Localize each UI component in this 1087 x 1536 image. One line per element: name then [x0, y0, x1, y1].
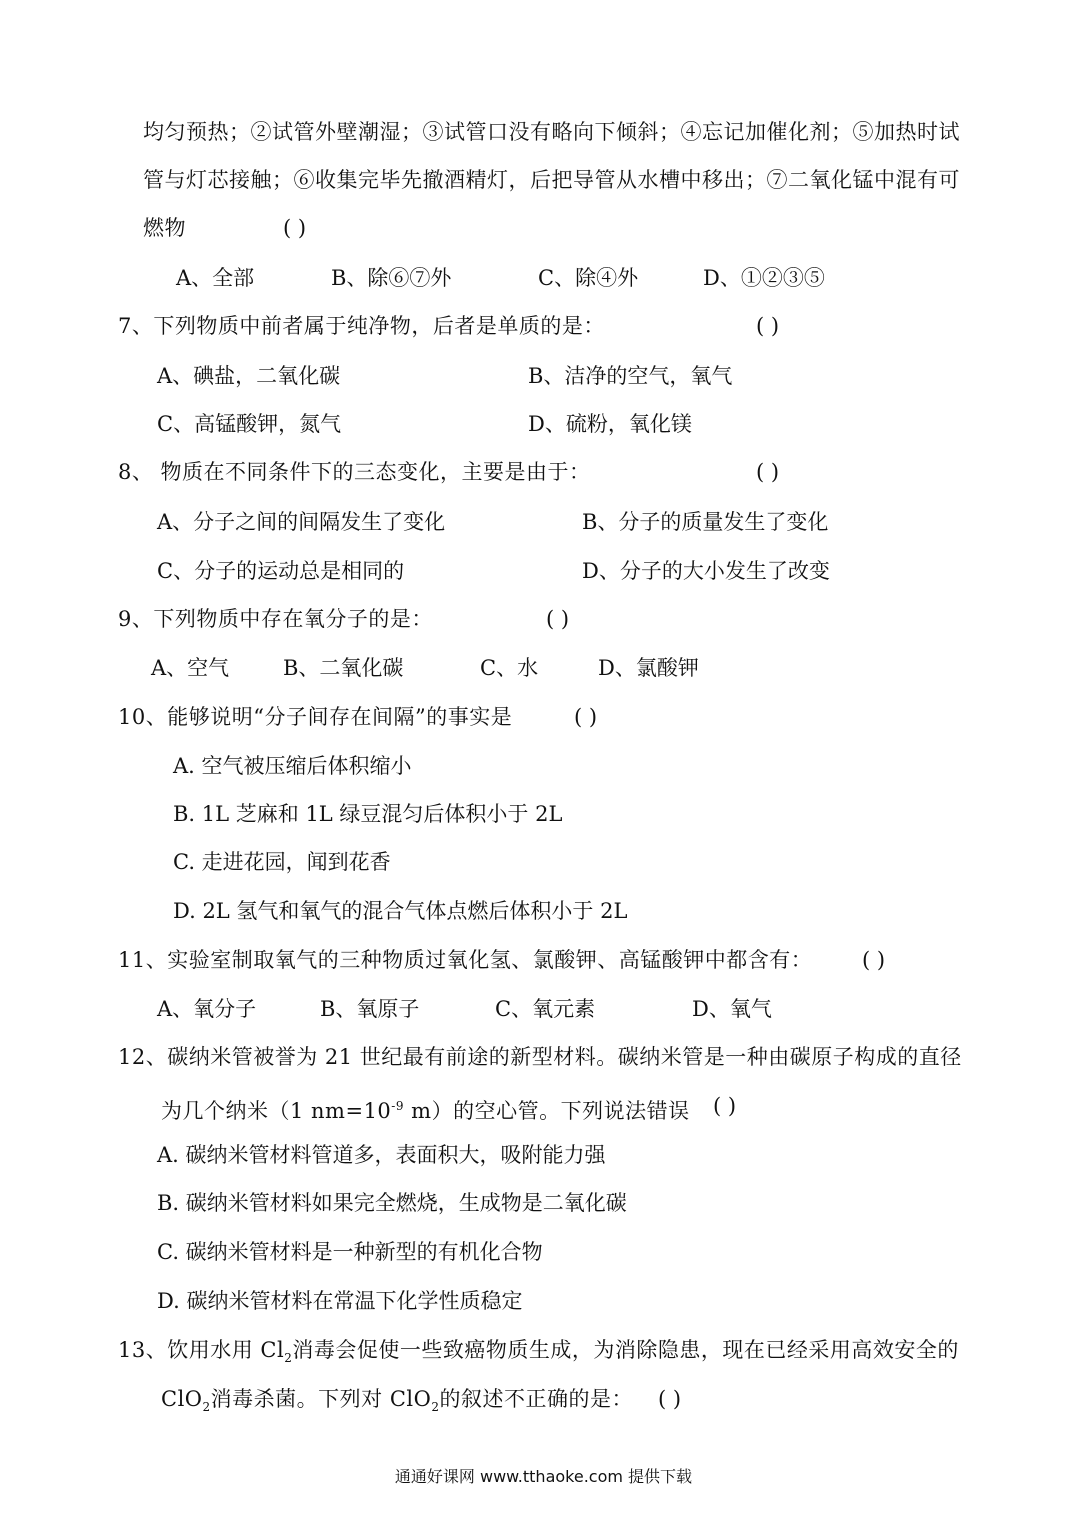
q7-option-c: C、高锰酸钾，氮气	[157, 412, 342, 436]
q12-stem-line-2	[161, 1092, 690, 1125]
q7-option-a: A、碘盐，二氧化碳	[157, 364, 341, 388]
q10-stem: 10、能够说明“分子间存在间隔”的事实是	[118, 705, 513, 729]
q6-option-b: B、除⑥⑦外	[331, 266, 452, 290]
q9-option-a: A、空气	[151, 656, 230, 680]
q13-stem-line-1	[118, 1336, 959, 1372]
q7-option-d: D、硫粉，氧化镁	[528, 412, 692, 436]
q10-option-d: D. 2L 氢气和氧气的混合气体点燃后体积小于 2L	[173, 899, 628, 923]
q6-option-d: D、①②③⑤	[703, 266, 825, 290]
q13-answer-bracket: ( )	[658, 1387, 682, 1411]
q10-option-b: B. 1L 芝麻和 1L 绿豆混匀后体积小于 2L	[173, 802, 563, 826]
q11-option-c: C、氧元素	[495, 997, 596, 1021]
q10-option-a: A. 空气被压缩后体积缩小	[173, 754, 412, 778]
q6-answer-bracket: ( )	[283, 216, 307, 240]
q9-option-c: C、水	[480, 656, 539, 680]
q6-line-3: 燃物	[143, 216, 186, 240]
q9-stem: 9、下列物质中存在氧分子的是：	[118, 607, 433, 631]
q12-stem-line-1: 12、碳纳米管被誉为 21 世纪最有前途的新型材料。碳纳米管是一种由碳原子构成的直径	[118, 1045, 962, 1069]
q12-stem-text-end: m）的空心管。下列说法错误	[404, 1099, 690, 1123]
q13-text-a: 13、饮用水用 Cl	[118, 1338, 285, 1362]
q13-text-d: 的叙述不正确的是：	[439, 1387, 633, 1411]
q7-option-b: B、洁净的空气，氧气	[528, 364, 733, 388]
q9-option-b: B、二氧化碳	[283, 656, 404, 680]
q6-option-a: A、全部	[176, 266, 255, 290]
q6-option-c: C、除④外	[538, 266, 639, 290]
q6-line-1: 均匀预热；②试管外壁潮湿；③试管口没有略向下倾斜；④忘记加催化剂；⑤加热时试	[143, 120, 960, 144]
q13-subscript: 2	[284, 1351, 293, 1366]
q10-answer-bracket: ( )	[574, 705, 598, 729]
q12-option-a: A. 碳纳米管材料管道多，表面积大，吸附能力强	[157, 1143, 606, 1167]
q13-text-b: 消毒会促使一些致癌物质生成，为消除隐患，现在已经采用高效安全的	[292, 1338, 959, 1362]
q11-option-b: B、氧原子	[320, 997, 420, 1021]
q12-answer-bracket: ( )	[713, 1094, 737, 1118]
q11-option-d: D、氧气	[692, 997, 772, 1021]
q13-formula-subscript-2: 2	[431, 1400, 440, 1415]
q8-stem: 8、 物质在不同条件下的三态变化，主要是由于：	[118, 460, 591, 484]
q9-answer-bracket: ( )	[546, 607, 570, 631]
q13-stem-line-2	[161, 1385, 633, 1421]
q13-text-c: 消毒杀菌。下列对 ClO	[210, 1387, 432, 1411]
q7-stem: 7、下列物质中前者属于纯净物，后者是单质的是：	[118, 314, 605, 338]
q11-answer-bracket: ( )	[862, 948, 886, 972]
q12-exponent: -9	[391, 1099, 404, 1113]
q13-formula-subscript: 2	[202, 1400, 211, 1415]
q7-answer-bracket: ( )	[756, 314, 780, 338]
q8-option-c: C、分子的运动总是相同的	[157, 559, 405, 583]
q8-answer-bracket: ( )	[756, 460, 780, 484]
q11-stem: 11、实验室制取氧气的三种物质过氧化氢、氯酸钾、高锰酸钾中都含有：	[118, 948, 813, 972]
q8-option-a: A、分子之间的间隔发生了变化	[157, 510, 446, 534]
q13-formula: ClO	[161, 1387, 203, 1411]
q12-option-b: B. 碳纳米管材料如果完全燃烧，生成物是二氧化碳	[157, 1191, 627, 1215]
q12-option-c: C. 碳纳米管材料是一种新型的有机化合物	[157, 1240, 543, 1264]
q12-option-d: D. 碳纳米管材料在常温下化学性质稳定	[157, 1289, 523, 1313]
q8-option-b: B、分子的质量发生了变化	[582, 510, 829, 534]
q11-option-a: A、氧分子	[157, 997, 257, 1021]
q12-stem-text: 为几个纳米（1 nm=10	[161, 1099, 392, 1123]
page-footer: 通通好课网 www.tthaoke.com 提供下载	[394, 1467, 693, 1486]
q9-option-d: D、氯酸钾	[598, 656, 699, 680]
q6-line-2: 管与灯芯接触；⑥收集完毕先撤酒精灯，后把导管从水槽中移出；⑦二氧化锰中混有可	[143, 168, 960, 192]
q10-option-c: C. 走进花园，闻到花香	[173, 850, 391, 874]
q8-option-d: D、分子的大小发生了改变	[582, 559, 830, 583]
